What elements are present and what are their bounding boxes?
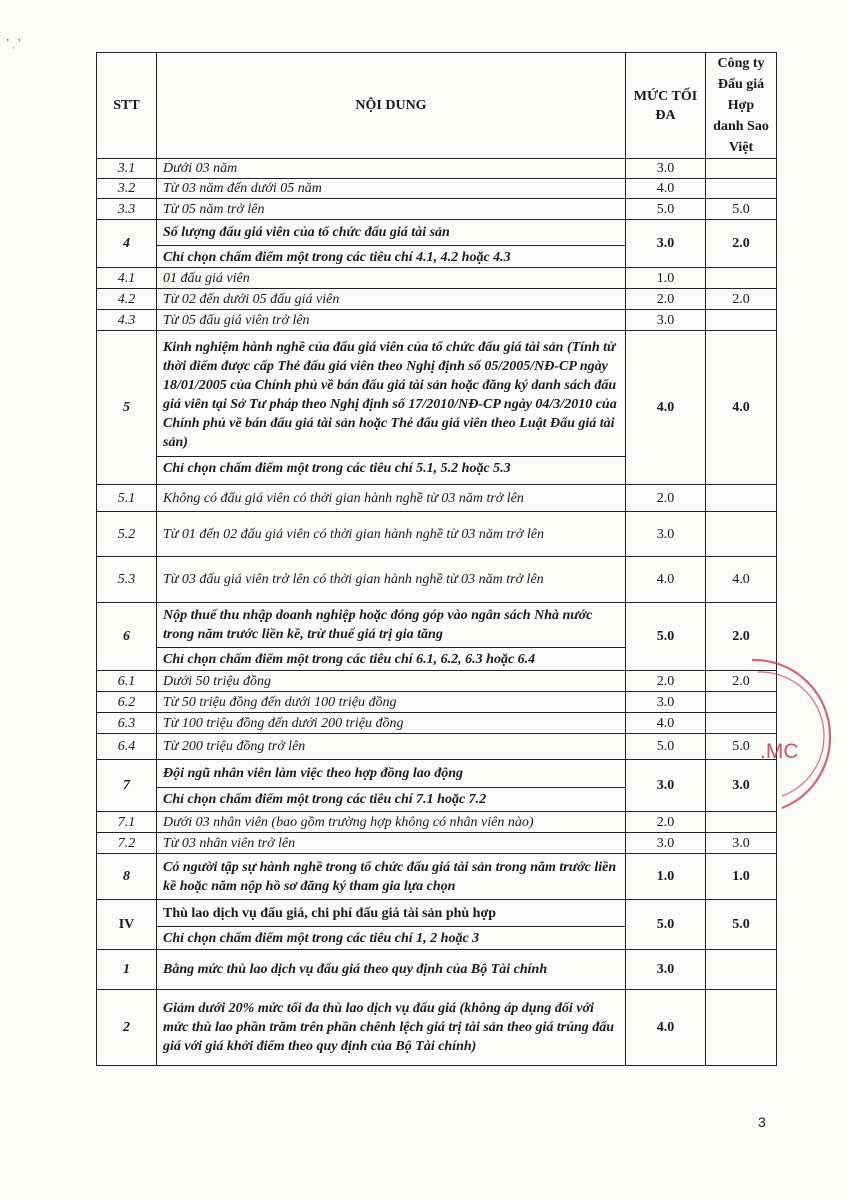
table-row — [97, 331, 777, 485]
row-content: Từ 50 triệu đồng đến dưới 100 triệu đồng — [157, 692, 626, 713]
table-row — [97, 760, 777, 812]
table-row — [97, 179, 777, 199]
row-stt: 3.3 — [97, 199, 157, 220]
row-max: 3.0 — [626, 760, 706, 812]
table-row — [97, 485, 777, 512]
row-content: Từ 03 năm đến dưới 05 năm — [157, 179, 626, 199]
row-stt: 6.3 — [97, 713, 157, 734]
row-score: 2.0 — [706, 603, 777, 671]
row-content: Từ 03 nhân viên trở lên — [157, 833, 626, 854]
table-row — [97, 289, 777, 310]
row-stt: 2 — [97, 990, 157, 1066]
row-score — [706, 812, 777, 833]
scoring-table — [96, 52, 777, 1066]
row-stt: 6.2 — [97, 692, 157, 713]
row-stt: 4.3 — [97, 310, 157, 331]
row-stt: 7.2 — [97, 833, 157, 854]
row-max: 3.0 — [626, 833, 706, 854]
table-row — [97, 990, 777, 1066]
row-max: 2.0 — [626, 671, 706, 692]
row-max: 2.0 — [626, 812, 706, 833]
table-row — [97, 900, 777, 950]
row-max: 4.0 — [626, 557, 706, 603]
header-company: Công ty Đấu giá Hợp danh Sao Việt — [706, 53, 777, 159]
table-row — [97, 734, 777, 760]
row-score — [706, 159, 777, 179]
row-note: Chỉ chọn chấm điểm một trong các tiêu chí 7.1 hoặc 7.2 — [157, 787, 625, 809]
row-max: 2.0 — [626, 289, 706, 310]
row-content: Thù lao dịch vụ đấu giá, chi phí đấu giá tài sản phù hợp — [163, 905, 497, 921]
scan-marks: ʼ ˌ ʼ — [6, 38, 21, 49]
row-content: Dưới 03 năm — [157, 159, 626, 179]
row-stt: 4.2 — [97, 289, 157, 310]
header-max-level: MỨC TỐI ĐA — [626, 53, 706, 159]
row-stt: 5.3 — [97, 557, 157, 603]
row-stt: 7 — [97, 760, 157, 812]
row-score: 1.0 — [706, 854, 777, 900]
table-row — [97, 812, 777, 833]
row-max: 3.0 — [626, 950, 706, 990]
row-content: Từ 05 đấu giá viên trở lên — [157, 310, 626, 331]
table-row — [97, 159, 777, 179]
header-content: NỘI DUNG — [157, 53, 626, 159]
row-stt: 6 — [97, 603, 157, 671]
row-score: 3.0 — [706, 833, 777, 854]
row-note: Chỉ chọn chấm điểm một trong các tiêu chí 6.1, 6.2, 6.3 hoặc 6.4 — [157, 647, 625, 669]
row-stt: 6.1 — [97, 671, 157, 692]
table-row — [97, 557, 777, 603]
row-stt: 4.1 — [97, 268, 157, 289]
page-number: 3 — [758, 1114, 766, 1130]
table-row — [97, 950, 777, 990]
row-content-cell — [157, 760, 626, 812]
row-content: Từ 01 đến 02 đấu giá viên có thời gian hành nghề từ 03 năm trở lên — [157, 512, 626, 557]
row-content: Từ 02 đến dưới 05 đấu giá viên — [157, 289, 626, 310]
header-stt: STT — [97, 53, 157, 159]
row-max: 5.0 — [626, 199, 706, 220]
row-content: Giảm dưới 20% mức tối đa thù lao dịch vụ đấu giá (không áp dụng đối với mức thù lao phần trăm trên phần chênh lệch giá trị tài sản theo giá trúng đấu giá với giá khởi điểm theo quy định của Bộ Tài chính) — [157, 990, 626, 1066]
row-score: 4.0 — [706, 557, 777, 603]
table-row — [97, 310, 777, 331]
table-row — [97, 854, 777, 900]
row-score: 3.0 — [706, 760, 777, 812]
row-max: 1.0 — [626, 268, 706, 289]
row-stt: 8 — [97, 854, 157, 900]
row-score — [706, 512, 777, 557]
row-content-cell — [157, 331, 626, 485]
row-content-cell — [157, 900, 626, 950]
row-stt: 4 — [97, 220, 157, 268]
row-max: 3.0 — [626, 692, 706, 713]
table-row — [97, 671, 777, 692]
table-header-row — [97, 53, 777, 159]
table-row — [97, 692, 777, 713]
row-stt: 5 — [97, 331, 157, 485]
row-content: Từ 05 năm trở lên — [157, 199, 626, 220]
row-note: Chỉ chọn chấm điểm một trong các tiêu chí 1, 2 hoặc 3 — [157, 926, 625, 948]
row-max: 3.0 — [626, 512, 706, 557]
row-content: Kinh nghiệm hành nghề của đấu giá viên của tổ chức đấu giá tài sản (Tính từ thời điểm được cấp Thẻ đấu giá viên theo Nghị định số 05/2005/NĐ-CP ngày 18/01/2005 của Chính phủ về bán đấu giá tài sản hoặc đăng ký danh sách đấu giá viên tại Sở Tư pháp theo Nghị định số 17/2010/NĐ-CP ngày 04/3/2010 của Chính phủ về bán đấu giá tài sản hoặc Thẻ đấu giá viên theo Luật Đấu giá tài sản) — [163, 340, 617, 450]
row-content: Số lượng đấu giá viên của tổ chức đấu giá tài sản — [163, 224, 450, 240]
row-content: Từ 100 triệu đồng đến dưới 200 triệu đồng — [157, 713, 626, 734]
row-max: 3.0 — [626, 310, 706, 331]
row-score: 5.0 — [706, 199, 777, 220]
table-row — [97, 512, 777, 557]
row-stt: 7.1 — [97, 812, 157, 833]
row-score: 5.0 — [706, 900, 777, 950]
row-stt: 5.1 — [97, 485, 157, 512]
table-row — [97, 603, 777, 671]
row-max: 2.0 — [626, 485, 706, 512]
row-stt: 3.2 — [97, 179, 157, 199]
row-content: Bằng mức thù lao dịch vụ đấu giá theo quy định của Bộ Tài chính — [157, 950, 626, 990]
row-max: 4.0 — [626, 179, 706, 199]
row-score — [706, 268, 777, 289]
row-score — [706, 713, 777, 734]
row-score: 2.0 — [706, 220, 777, 268]
table-row — [97, 833, 777, 854]
row-content: 01 đấu giá viên — [157, 268, 626, 289]
row-score: 5.0 — [706, 734, 777, 760]
row-max: 4.0 — [626, 990, 706, 1066]
row-score: 4.0 — [706, 331, 777, 485]
table-row — [97, 220, 777, 268]
row-max: 5.0 — [626, 603, 706, 671]
row-max: 3.0 — [626, 159, 706, 179]
row-content-cell — [157, 603, 626, 671]
row-score: 2.0 — [706, 671, 777, 692]
row-score — [706, 485, 777, 512]
row-content: Từ 03 đấu giá viên trở lên có thời gian hành nghề từ 03 năm trở lên — [157, 557, 626, 603]
row-note: Chỉ chọn chấm điểm một trong các tiêu chí 4.1, 4.2 hoặc 4.3 — [157, 245, 625, 267]
row-score — [706, 310, 777, 331]
row-stt: 1 — [97, 950, 157, 990]
row-content: Dưới 03 nhân viên (bao gồm trường hợp không có nhân viên nào) — [157, 812, 626, 833]
row-max: 4.0 — [626, 331, 706, 485]
row-stt: 3.1 — [97, 159, 157, 179]
row-max: 4.0 — [626, 713, 706, 734]
row-score — [706, 990, 777, 1066]
row-stt: 5.2 — [97, 512, 157, 557]
row-note: Chỉ chọn chấm điểm một trong các tiêu chí 5.1, 5.2 hoặc 5.3 — [157, 456, 625, 478]
row-content: Có người tập sự hành nghề trong tổ chức đấu giá tài sản trong năm trước liền kề hoặc năm nộp hồ sơ đăng ký tham gia lựa chọn — [157, 854, 626, 900]
row-max: 5.0 — [626, 900, 706, 950]
table-row — [97, 713, 777, 734]
row-max: 3.0 — [626, 220, 706, 268]
row-content-cell — [157, 220, 626, 268]
row-content: Không có đấu giá viên có thời gian hành nghề từ 03 năm trở lên — [157, 485, 626, 512]
seal-text: .MC — [760, 740, 799, 763]
row-stt: IV — [97, 900, 157, 950]
row-content: Nộp thuế thu nhập doanh nghiệp hoặc đóng góp vào ngân sách Nhà nước trong năm trước liền kề, trừ thuế giá trị gia tăng — [163, 608, 593, 642]
row-score: 2.0 — [706, 289, 777, 310]
row-content: Từ 200 triệu đồng trở lên — [157, 734, 626, 760]
table-row — [97, 268, 777, 289]
row-score — [706, 179, 777, 199]
row-content: Dưới 50 triệu đồng — [157, 671, 626, 692]
row-max: 1.0 — [626, 854, 706, 900]
row-content: Đội ngũ nhân viên làm việc theo hợp đồng lao động — [163, 766, 463, 781]
row-max: 5.0 — [626, 734, 706, 760]
row-score — [706, 950, 777, 990]
row-stt: 6.4 — [97, 734, 157, 760]
table-row — [97, 199, 777, 220]
row-score — [706, 692, 777, 713]
